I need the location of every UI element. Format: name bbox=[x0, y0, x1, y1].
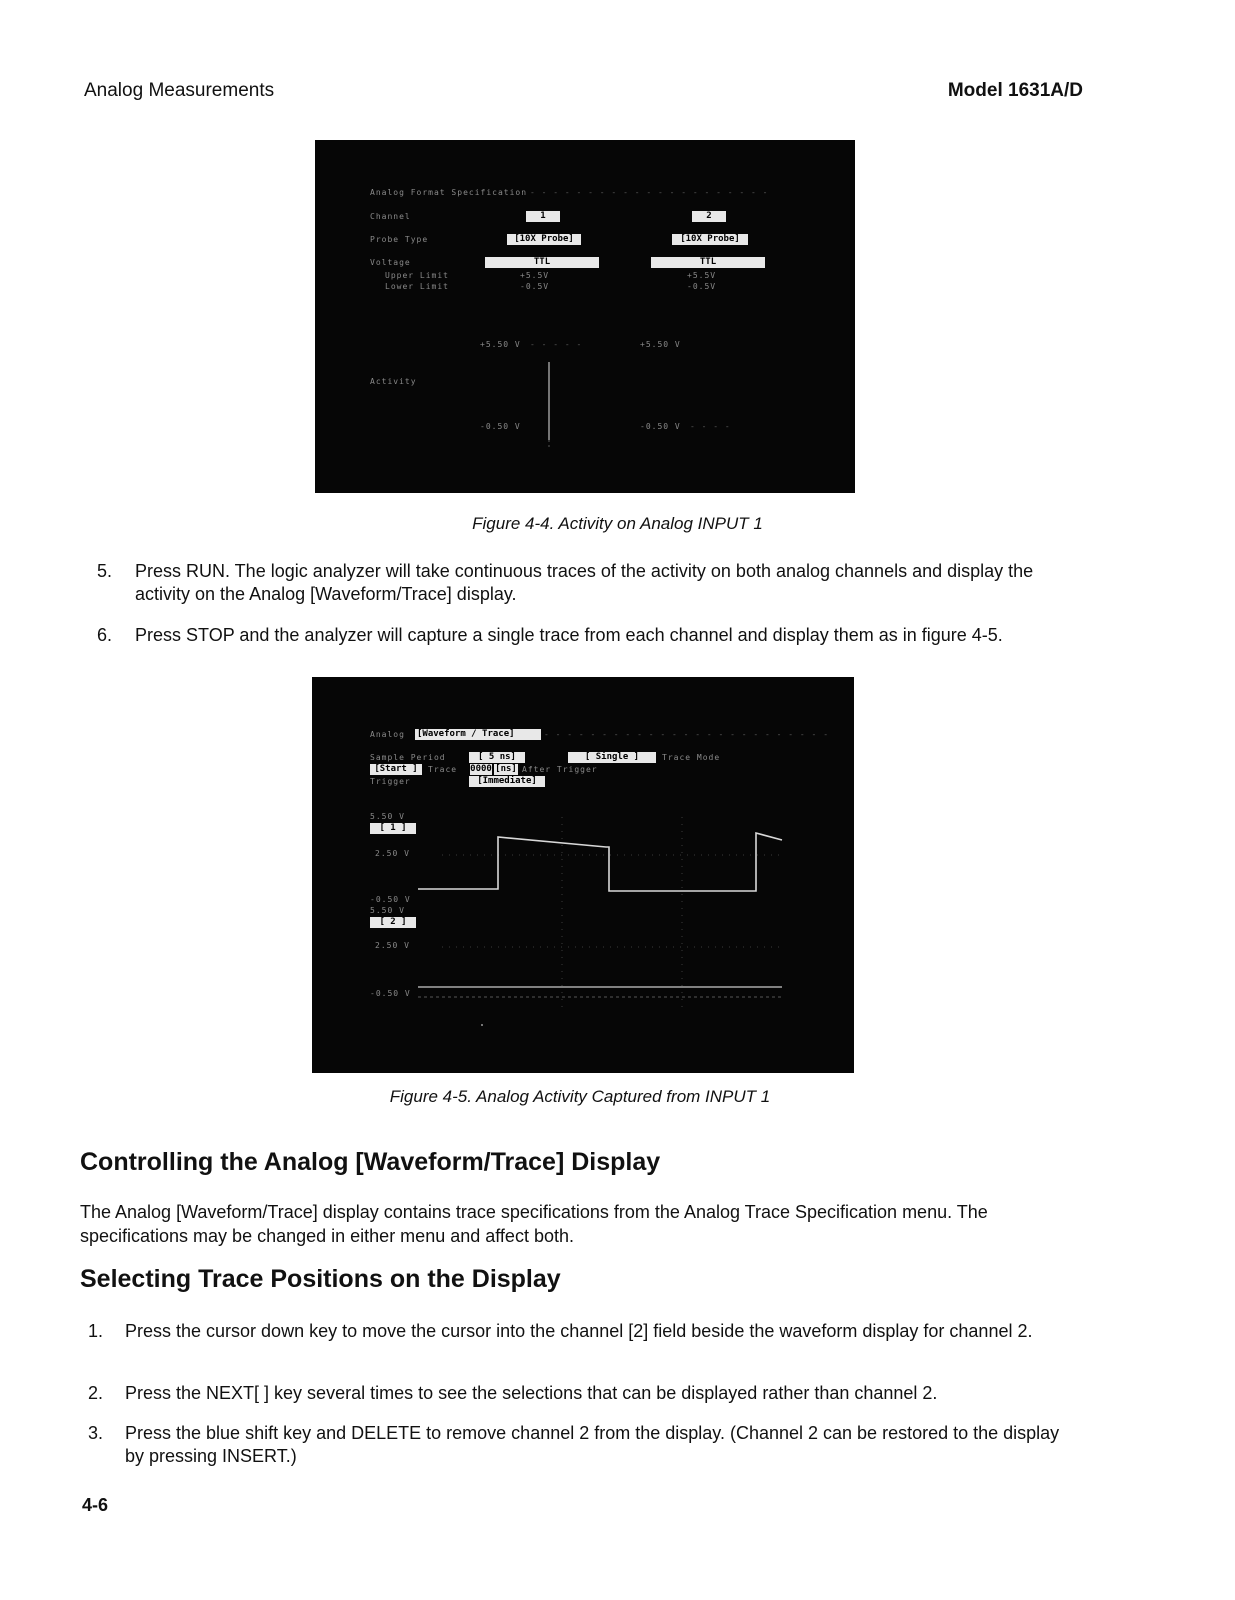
lower-limit-2: -0.5V bbox=[687, 282, 717, 291]
section-paragraph: The Analog [Waveform/Trace] display contains trace specifications from the Analog Trace Specification menu. The specifications may be changed in either menu and affect both. bbox=[80, 1202, 988, 1246]
channel-2-field[interactable]: 2 bbox=[692, 211, 726, 222]
step-number: 3. bbox=[88, 1423, 104, 1443]
ch2-activity-bottom-label: -0.50 V bbox=[640, 422, 681, 431]
probe-2-field[interactable]: [10X Probe] bbox=[672, 234, 748, 245]
ch1-bottom-label: -0.50 V bbox=[370, 895, 411, 904]
ch2-activity-top-label: +5.50 V bbox=[640, 340, 681, 349]
figure-4-5-caption: Figure 4-5. Analog Activity Captured from INPUT 1 bbox=[389, 1087, 771, 1106]
step-text: Press STOP and the analyzer will capture a single trace from each channel and display them as in figure 4-5. bbox=[135, 625, 1003, 645]
sample-period-field[interactable]: [ 5 ns] bbox=[469, 752, 525, 763]
trigger-field[interactable]: [Immediate] bbox=[469, 776, 545, 787]
delay-value-field[interactable]: 0000 bbox=[470, 764, 492, 774]
figure-4-4-activity-trace bbox=[315, 140, 855, 493]
step-text: Press the cursor down key to move the cursor into the channel [2] field beside the waveform display for channel 2. bbox=[125, 1321, 1033, 1341]
upper-limit-1: +5.5V bbox=[520, 271, 550, 280]
figure-4-4-caption: Figure 4-4. Activity on Analog INPUT 1 bbox=[472, 514, 763, 533]
ch2-top-label: 5.50 V bbox=[370, 906, 405, 915]
voltage-2-field[interactable]: TTL bbox=[651, 257, 765, 268]
sample-period-label: Sample Period bbox=[370, 753, 446, 762]
ch1-mid-label: 2.50 V bbox=[375, 849, 410, 858]
ch2-bottom-dashes: - - - - bbox=[690, 422, 731, 431]
upper-limit-2: +5.5V bbox=[687, 271, 717, 280]
running-header-left: Analog Measurements bbox=[84, 80, 275, 101]
lower-limit-label: Lower Limit bbox=[385, 282, 449, 291]
waveform-trace-field[interactable]: [Waveform / Trace] bbox=[415, 729, 541, 740]
channel-1-field[interactable]: [ 1 ] bbox=[370, 823, 416, 834]
screen-cursor-dot bbox=[481, 1024, 483, 1026]
step-text: Press RUN. The logic analyzer will take continuous traces of the activity on both analog channels and display the activity on the Analog [Waveform/Trace] display. bbox=[135, 561, 1034, 604]
figure-4-5-waveforms bbox=[312, 677, 854, 1073]
figure-4-4-screen bbox=[315, 140, 855, 493]
ch1-activity-top-label: +5.50 V bbox=[480, 340, 521, 349]
ch1-activity-bottom-label: -0.50 V bbox=[480, 422, 521, 431]
ch1-top-label: 5.50 V bbox=[370, 812, 405, 821]
voltage-1-field[interactable]: TTL bbox=[485, 257, 599, 268]
probe-1-field[interactable]: [10X Probe] bbox=[507, 234, 581, 245]
step-text: Press the blue shift key and DELETE to remove channel 2 from the display. (Channel 2 can be restored to the display by pressing INSERT.) bbox=[125, 1423, 1060, 1466]
channel-label: Channel bbox=[370, 212, 411, 221]
screen-title: Analog Format Specification bbox=[370, 188, 528, 197]
section-heading-controlling: Controlling the Analog [Waveform/Trace] Display bbox=[80, 1148, 661, 1176]
lower-limit-1: -0.5V bbox=[520, 282, 550, 291]
graticule bbox=[442, 817, 782, 1007]
step-text: Press the NEXT[ ] key several times to see the selections that can be displayed rather than channel 2. bbox=[125, 1383, 938, 1403]
channel-1-waveform bbox=[418, 833, 782, 891]
trace-label: Trace bbox=[428, 765, 458, 774]
ch2-bottom-label: -0.50 V bbox=[370, 989, 411, 998]
page-number: 4-6 bbox=[82, 1495, 109, 1515]
trigger-label: Trigger bbox=[370, 777, 411, 786]
title-dashes: - - - - - - - - - - - - - - - - - - - - - bbox=[530, 188, 769, 197]
screen-title-prefix: Analog bbox=[370, 730, 405, 739]
ch1-top-dashes: - - - - - bbox=[530, 340, 583, 349]
after-trigger-label: After Trigger bbox=[522, 765, 598, 774]
ch2-mid-label: 2.50 V bbox=[375, 941, 410, 950]
running-header-right: Model 1631A/D bbox=[947, 80, 1083, 101]
step-number: 6. bbox=[97, 625, 113, 645]
title-dashes: - - - - - - - - - - - - - - - - - - - - - - - - - bbox=[544, 730, 830, 739]
upper-limit-label: Upper Limit bbox=[385, 271, 449, 280]
start-field[interactable]: [Start ] bbox=[370, 764, 422, 775]
voltage-label: Voltage bbox=[370, 258, 411, 267]
channel-2-field[interactable]: [ 2 ] bbox=[370, 917, 416, 928]
probe-type-label: Probe Type bbox=[370, 235, 429, 244]
trace-mode-field[interactable]: [ Single ] bbox=[568, 752, 656, 763]
section-heading-selecting: Selecting Trace Positions on the Display bbox=[80, 1265, 561, 1293]
step-number: 2. bbox=[88, 1383, 104, 1403]
delay-unit-field[interactable]: [ns] bbox=[495, 764, 517, 774]
figure-4-5-screen bbox=[312, 677, 854, 1073]
step-number: 1. bbox=[88, 1321, 104, 1341]
trace-mode-label: Trace Mode bbox=[662, 753, 721, 762]
channel-1-field[interactable]: 1 bbox=[526, 211, 560, 222]
step-number: 5. bbox=[97, 561, 113, 581]
activity-label: Activity bbox=[370, 377, 417, 386]
